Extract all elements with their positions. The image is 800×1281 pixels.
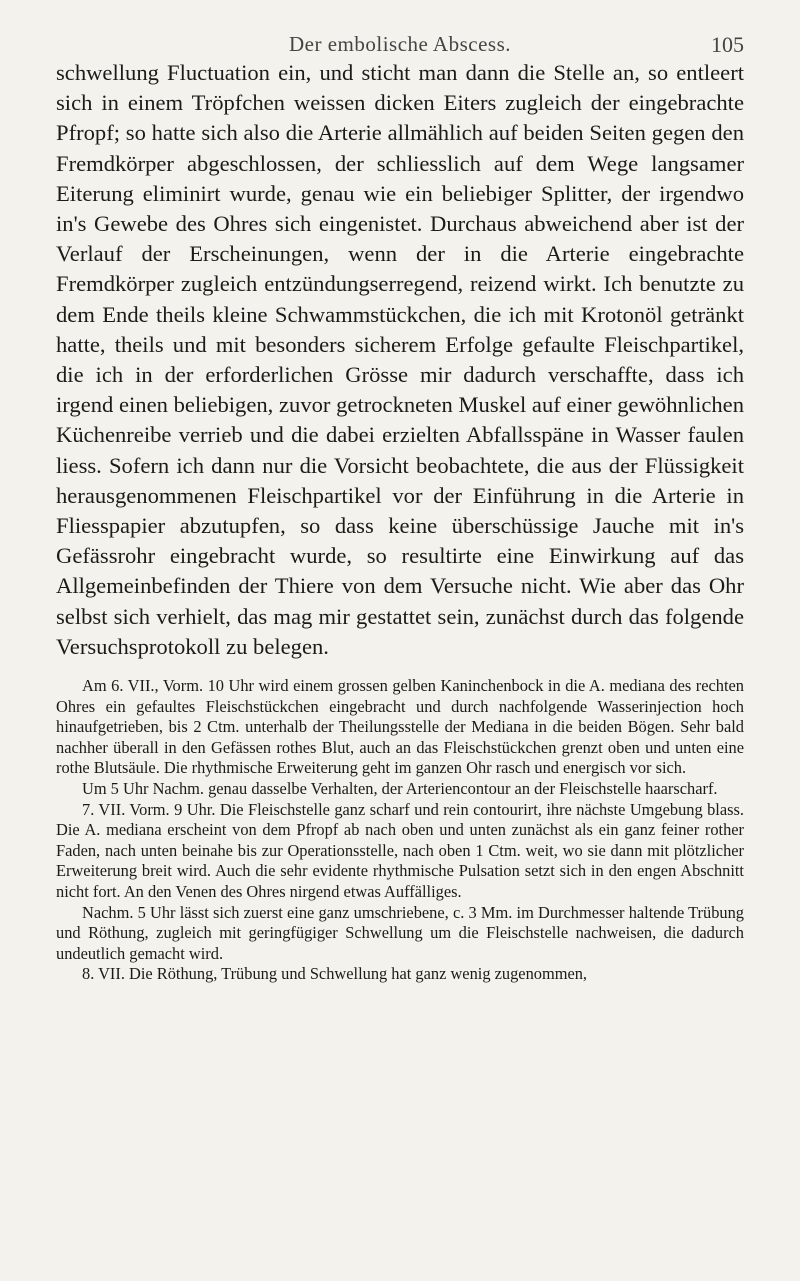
protocol-entry: 7. VII. Vorm. 9 Uhr. Die Fleischstelle ganz scharf und rein contourirt, ihre nächste Umgebung blass. Die A. mediana erscheint von dem Pfropf ab nach oben und unten zunächst als ein ganz feiner rother Faden, nach unten beinahe bis zur Operationsstelle, nach oben 1 Ctm. weit, wo sie dann mit plötzlicher Erweiterung breit wird. Auch die sehr evidente rhythmische Pulsation setzt sich in den engen Abschnitt nicht fort. An den Venen des Ohres nirgend etwas Auffälliges. [56, 799, 744, 901]
experiment-protocol [56, 676, 744, 985]
protocol-entry: Am 6. VII., Vorm. 10 Uhr wird einem grossen gelben Kaninchenbock in die A. mediana des rechten Ohres ein gefaultes Fleischstückchen eingebracht und durch nachfolgende Wasserinjection hoch hinaufgetrieben, bis 2 Ctm. unterhalb der Theilungsstelle der Mediana in die beiden Bögen. Sehr bald nachher überall in den Gefässen rothes Blut, auch an das Fleischstückchen grenzt oben und unten eine rothe Blutsäule. Die rhythmische Erweiterung geht im ganzen Ohr rasch und energisch vor sich. [56, 676, 744, 778]
running-title: Der embolische Abscess. [288, 32, 512, 56]
main-paragraph: schwellung Fluctuation ein, und sticht man dann die Stelle an, so entleert sich in einem Tröpfchen weissen dicken Eiters zugleich der eingebrachte Pfropf; so hatte sich also die Arterie allmählich auf beiden Seiten gegen den Fremdkörper abgeschlossen, der schliesslich auf dem Wege langsamer Eiterung eliminirt wurde, genau wie ein beliebiger Splitter, der irgendwo in's Gewebe des Ohres sich eingenistet. Durchaus abweichend aber ist der Verlauf der Erscheinungen, wenn der in die Arterie eingebrachte Fremdkörper zugleich entzündungserregend, reizend wirkt. Ich benutzte zu dem Ende theils kleine Schwammstückchen, die ich mit Krotonöl getränkt hatte, theils und mit besonders sicherem Erfolge gefaulte Fleischpartikel, die ich in der erforderlichen Grösse mir dadurch verschaffte, dass ich irgend einen beliebigen, zuvor getrockneten Muskel auf einer gewöhnlichen Küchenreibe verrieb und die dabei erzielten Abfallsspäne in Wasser faulen liess. Sofern ich dann nur die Vorsicht beobachtete, die aus der Flüssigkeit herausgenommenen Fleischpartikel vor der Einführung in die Arterie in Fliesspapier abzutupfen, so dass keine überschüssige Jauche mit in's Gefässrohr eingebracht wurde, so resultirte eine Einwirkung auf das Allgemeinbefinden der Thiere von dem Versuche nicht. Wie aber das Ohr selbst sich verhielt, das mag mir gestattet sein, zunächst durch das folgende Versuchsprotokoll zu belegen. [56, 60, 744, 659]
body-text [56, 58, 744, 985]
page-number: 105 [711, 32, 744, 57]
protocol-entry: 8. VII. Die Röthung, Trübung und Schwellung hat ganz wenig zugenommen, [82, 964, 588, 984]
protocol-entry: Nachm. 5 Uhr lässt sich zuerst eine ganz umschriebene, c. 3 Mm. im Durchmesser haltende Trübung und Röthung, zugleich mit geringfügiger Schwellung um die Fleischstelle nachweisen, die dadurch undeutlich gemacht wird. [56, 902, 744, 963]
protocol-entry: Um 5 Uhr Nachm. genau dasselbe Verhalten, der Arteriencontour an der Fleischstelle haarscharf. [82, 779, 718, 799]
